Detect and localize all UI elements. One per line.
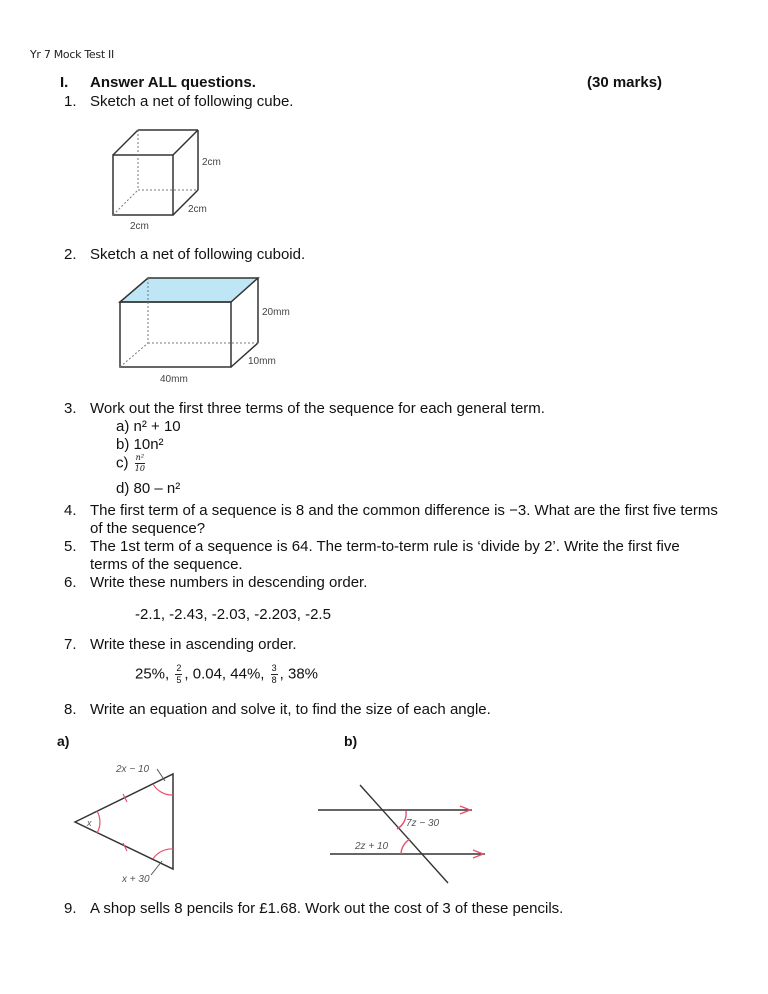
section-marks: (30 marks) [587,74,663,91]
q7-values: 25%, $\frac{2}{5}$ , 0.04, 44%, $\frac{3}{8}$ , 38% [135,663,318,685]
question-4: 4. The first term of a sequence is 8 and the common difference is −3. What are the first five terms [64,502,718,519]
figure-a-label: a) [57,733,70,749]
document-header: Yr 7 Mock Test II [30,48,114,61]
question-4-cont: of the sequence? [90,520,206,537]
svg-text:2x − 10: 2x − 10 [116,764,150,775]
svg-text:x + 30: x + 30 [122,874,150,885]
svg-text:10mm: 10mm [248,356,276,367]
question-8: 8. Write an equation and solve it, to find the size of each angle. [64,701,491,718]
q3-part-d: d) 80 – n² [116,480,181,497]
question-1: 1. Sketch a net of following cube. [64,93,294,110]
svg-text:2z + 10: 2z + 10 [355,841,389,852]
figure-b-label: b) [344,733,358,749]
question-6: 6. Write these numbers in descending order. [64,574,368,591]
fraction: $\frac{\text{n²}}{10}$ [134,453,145,473]
section-instruction: Answer ALL questions. [90,74,256,91]
question-5: 5. The 1st term of a sequence is 64. The term-to-term rule is ‘divide by 2’. Write the first five [64,538,680,555]
svg-text:20mm: 20mm [262,307,290,318]
question-7: 7. Write these in ascending order. [64,636,297,653]
triangle-figure [40,725,220,890]
question-3: 3. Work out the first three terms of the sequence for each general term. [64,400,545,417]
svg-text:x: x [87,818,92,828]
q6-values: -2.1, -2.43, -2.03, -2.203, -2.5 [135,606,331,623]
question-2: 2. Sketch a net of following cuboid. [64,246,306,263]
svg-text:2cm: 2cm [188,204,207,215]
svg-text:40mm: 40mm [160,374,188,385]
parallel-lines-figure [300,725,500,890]
cube-figure [100,125,240,235]
cuboid-figure [110,275,310,385]
q3-part-c: c) $\frac{\text{n²}}{10}$ [116,453,145,473]
svg-text:7z − 30: 7z − 30 [406,818,440,829]
svg-text:2cm: 2cm [130,221,149,232]
q3-part-b: b) 10n² [116,436,164,453]
svg-text:2cm: 2cm [202,157,221,168]
q3-part-a: a) n² + 10 [116,418,181,435]
question-9: 9. A shop sells 8 pencils for £1.68. Work out the cost of 3 of these pencils. [64,900,564,917]
question-5-cont: terms of the sequence. [90,556,243,573]
section-numeral: I. [60,74,69,91]
